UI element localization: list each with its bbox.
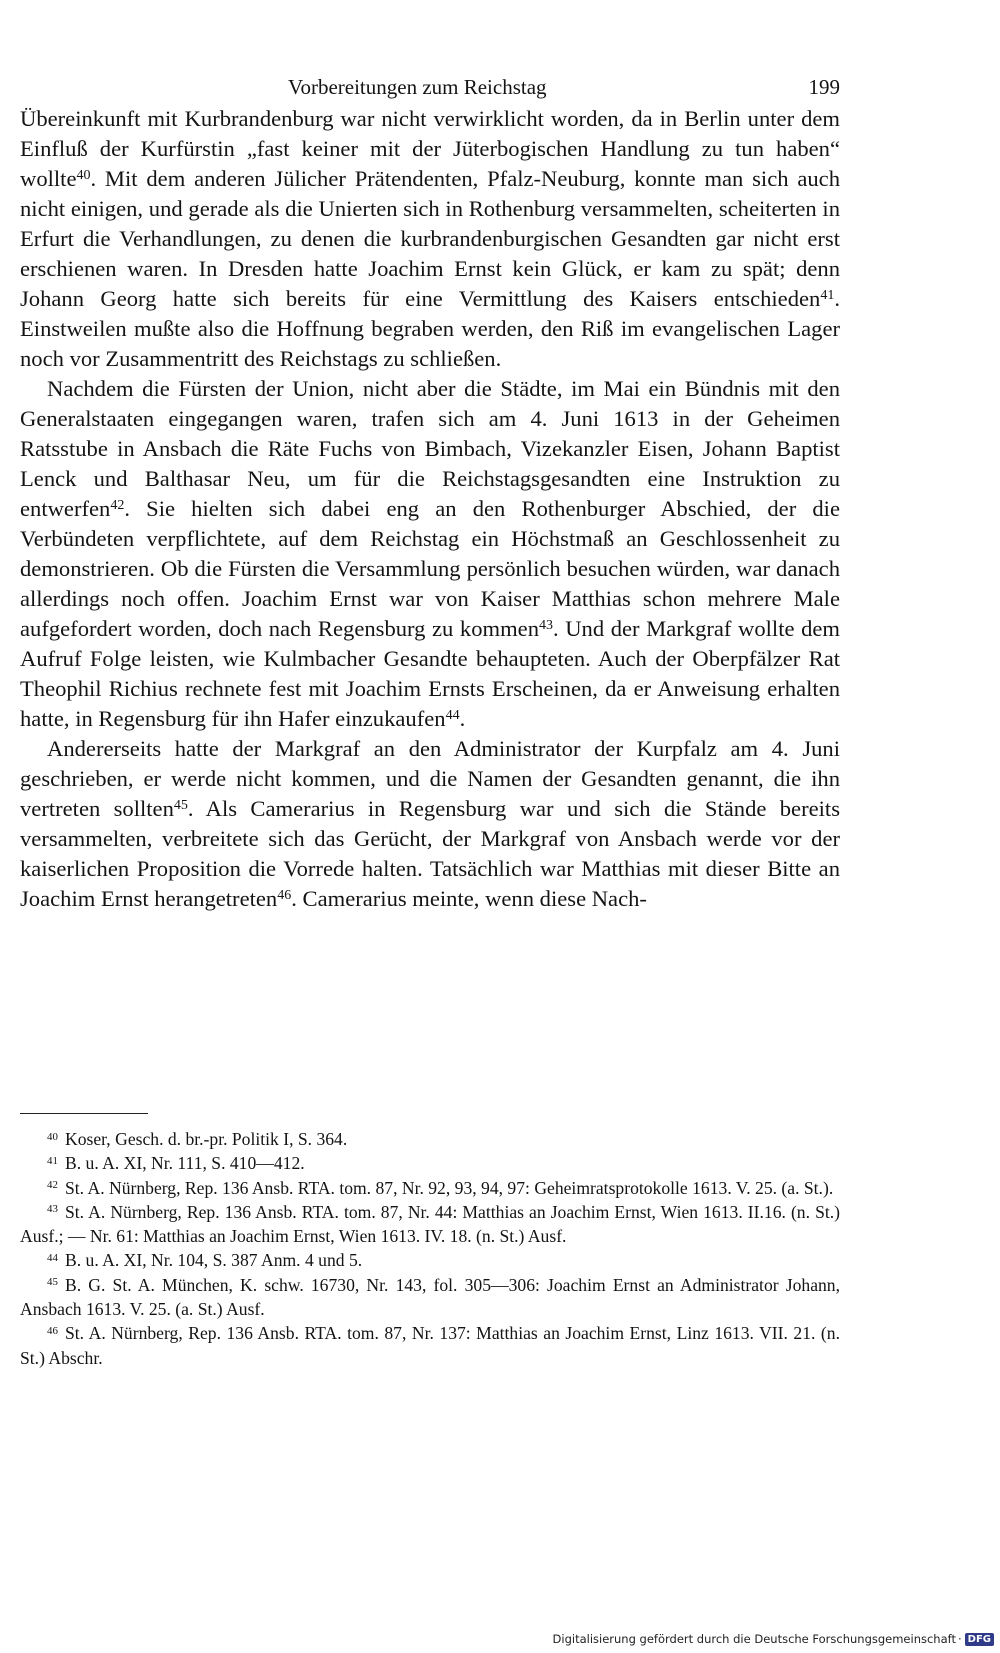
footnote-43: $^{43}$ St. A. Nürnberg, Rep. 136 Ansb. RTA. tom. 87, Nr. 44: Matthias an Joachim Ernst, Wien 1613. II.16. (n. St.) Ausf.; — Nr. 61: Matthias an Joachim Ernst, Wien 1613. IV. 18. (n. St.) Ausf.: [20, 1201, 840, 1247]
digitization-credit: [553, 1629, 994, 1649]
footnotes: [20, 1127, 840, 1370]
body-text: [20, 104, 840, 914]
footnote-text: B. u. A. XI, Nr. 111, S. 410—412.: [65, 1153, 305, 1174]
paragraph-2: [20, 374, 840, 734]
footnote-text: St. A. Nürnberg, Rep. 136 Ansb. RTA. tom. 87, Nr. 92, 93, 94, 97: Geheimratsprotokolle 1613. V. 25. (a. St.).: [65, 1177, 834, 1198]
text-run: . Camerarius meinte, wenn diese Nach-: [291, 886, 647, 911]
footnote-ref-42[interactable]: 42: [110, 498, 125, 513]
running-head: [20, 70, 840, 104]
page-number: 199: [808, 75, 840, 99]
text-run: . Einstweilen mußte also die Hoffnung begraben werden, den Riß im evangelischen Lager noch vor Zusammentritt des Reichstags zu schließen.: [20, 286, 840, 371]
footnote-ref-41[interactable]: 41: [820, 288, 835, 303]
footnote-44: $^{44}$ B. u. A. XI, Nr. 104, S. 387 Anm. 4 und 5.: [47, 1250, 363, 1271]
footnote-40: $^{40}$ Koser, Gesch. d. br.-pr. Politik I, S. 364.: [47, 1129, 348, 1149]
footnote-text: St. A. Nürnberg, Rep. 136 Ansb. RTA. tom. 87, Nr. 44: Matthias an Joachim Ernst, Wien 1613. II.16. (n. St.) Ausf.; — Nr. 61: Matthias an Joachim Ernst, Wien 1613. IV. 18. (n. St.) Ausf.: [20, 1201, 840, 1247]
dfg-logo-icon: DFG: [965, 1633, 994, 1646]
paragraph-1: [20, 104, 840, 374]
footnote-41: $^{41}$ B. u. A. XI, Nr. 111, S. 410—412.: [47, 1153, 305, 1174]
paragraph-3: [20, 734, 840, 914]
footnote-text: St. A. Nürnberg, Rep. 136 Ansb. RTA. tom. 87, Nr. 137: Matthias an Joachim Ernst, Linz 1613. VII. 21. (n. St.) Abschr.: [20, 1323, 840, 1368]
credit-text: Digitalisierung gefördert durch die Deutsche Forschungsgemeinschaft: [552, 1632, 956, 1646]
footnote-46: $^{46}$ St. A. Nürnberg, Rep. 136 Ansb. RTA. tom. 87, Nr. 137: Matthias an Joachim Ernst, Linz 1613. VII. 21. (n. St.) Abschr.: [20, 1323, 840, 1368]
text-run: .: [459, 706, 466, 731]
running-title: Vorbereitungen zum Reichstag: [288, 75, 547, 99]
footnote-text: B. u. A. XI, Nr. 104, S. 387 Anm. 4 und 5.: [65, 1250, 363, 1271]
text-run: . Mit dem anderen Jülicher Prätendenten, Pfalz-Neuburg, konnte man sich auch nicht einigen, und gerade als die Unierten sich in Rothenburg versammelten, scheiterten in Erfurt die Verhandlungen, zu denen die kurbrandenburgischen Gesandten gar nicht erst erschienen waren. In Dresden hatte Joachim Ernst kein Glück, er kam zu spät; denn Johann Georg hatte sich bereits für eine Vermittlung des Kaisers entschieden: [20, 166, 840, 311]
footnote-ref-40[interactable]: 40: [76, 168, 91, 183]
text-run: . Als Camerarius in Regensburg war und sich die Stände bereits versammelten, verbreitete sich das Gerücht, der Markgraf von Ansbach werde vor der kaiserlichen Proposition die Vorrede halten. Tatsächlich war Matthias mit dieser Bitte an Joachim Ernst herangetreten: [20, 796, 840, 911]
footnote-text: B. G. St. A. München, K. schw. 16730, Nr. 143, fol. 305—306: Joachim Ernst an Administrator Johann, Ansbach 1613. V. 25. (a. St.) Ausf.: [20, 1274, 840, 1320]
footnote-ref-44[interactable]: 44: [445, 708, 460, 723]
footnote-ref-43[interactable]: 43: [539, 618, 553, 633]
footnote-separator: [20, 1113, 148, 1114]
text-run: Andererseits hatte der Markgraf an den Administrator der Kurpfalz am 4. Juni geschrieben, er werde nicht kommen, und die Namen der Gesandten genannt, die ihn vertreten sollten: [20, 736, 840, 821]
text-run: Nachdem die Fürsten der Union, nicht aber die Städte, im Mai ein Bündnis mit den Generalstaaten eingegangen waren, trafen sich am 4. Juni 1613 in der Geheimen Ratsstube in Ansbach die Räte Fuchs von Bimbach, Vizekanzler Eisen, Johann Baptist Lenck und Balthasar Neu, um für die Reichstagsgesandten eine Instruktion zu entwerfen: [20, 376, 840, 521]
footnote-ref-46[interactable]: 46: [277, 888, 292, 903]
text-run: . Sie hielten sich dabei eng an den Rothenburger Abschied, der die Verbündeten verpflichtete, auf dem Reichstag ein Höchstmaß an Geschlossenheit zu demonstrieren. Ob die Fürsten die Versammlung persönlich besuchen würden, war danach allerdings noch offen. Joachim Ernst war von Kaiser Matthias schon mehrere Male aufgefordert worden, doch nach Regensburg zu kommen: [20, 496, 840, 641]
footnote-42: $^{42}$ St. A. Nürnberg, Rep. 136 Ansb. RTA. tom. 87, Nr. 92, 93, 94, 97: Geheimratsprotokolle 1613. V. 25. (a. St.).: [47, 1177, 834, 1198]
text-run: Übereinkunft mit Kurbrandenburg war nicht verwirklicht worden, da in Berlin unter dem Einfluß der Kurfürstin „fast keiner mit der Jüterbogischen Handlung zu tun haben“ wollte: [20, 106, 840, 191]
text-run: . Und der Markgraf wollte dem Aufruf Folge leisten, wie Kulmbacher Gesandte behaupteten. Auch der Oberpfälzer Rat Theophil Richius rechnete fest mit Joachim Ernsts Erscheinen, da er Anweisung erhalten hatte, in Regensburg für ihn Hafer einzukaufen: [20, 616, 840, 731]
footnote-45: $^{45}$ B. G. St. A. München, K. schw. 16730, Nr. 143, fol. 305—306: Joachim Ernst an Administrator Johann, Ansbach 1613. V. 25. (a. St.) Ausf.: [20, 1274, 840, 1320]
footnote-text: Koser, Gesch. d. br.-pr. Politik I, S. 364.: [65, 1129, 348, 1149]
credit-separator: ·: [958, 1632, 962, 1646]
footnote-ref-45[interactable]: 45: [173, 798, 188, 813]
